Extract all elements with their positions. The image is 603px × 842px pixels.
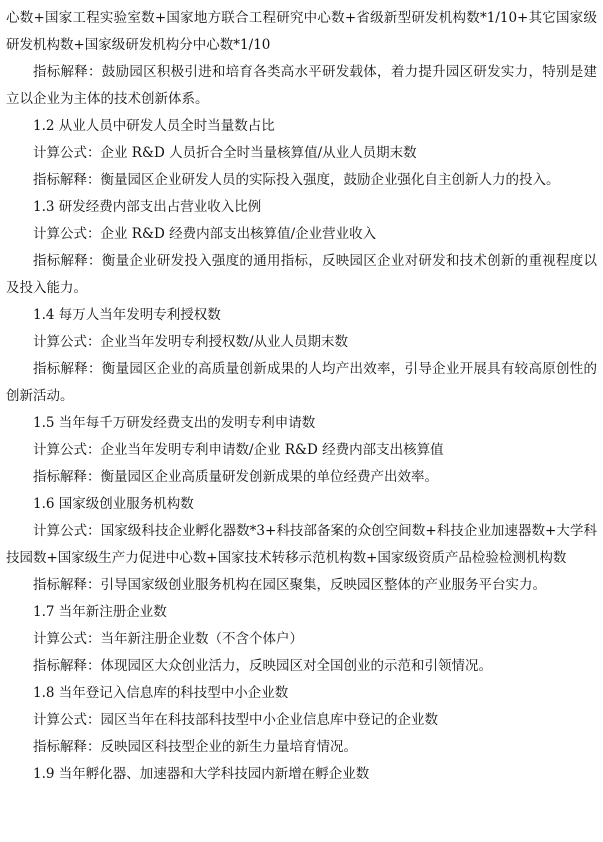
section-1-3 xyxy=(6,194,597,302)
section-heading: 1.3 研发经费内部支出占营业收入比例 xyxy=(33,199,262,215)
section-explanation: 指标解释：反映园区科技型企业的新生力量培育情况。 xyxy=(33,739,357,755)
section-formula: 计算公式：企业当年发明专利授权数/从业人员期末数 xyxy=(33,334,349,350)
section-explanation: 指标解释：体现园区大众创业活力，反映园区对全国创业的示范和引领情况。 xyxy=(33,658,492,674)
section-1-2 xyxy=(6,113,597,194)
section-heading: 1.5 当年每千万研发经费支出的发明专利申请数 xyxy=(33,415,316,431)
section-formula: 计算公式：企业当年发明专利申请数/企业 R&D 经费内部支出核算值 xyxy=(33,442,444,458)
section-explanation: 指标解释：衡量园区企业研发人员的实际投入强度，鼓励企业强化自主创新人力的投入。 xyxy=(33,172,560,188)
section-1-8 xyxy=(6,680,597,761)
section-formula: 计算公式：国家级科技企业孵化器数*3+科技部备案的众创空间数+科技企业加速器数+大学科技园数+国家级生产力促进中心数+国家技术转移示范机构数+国家级资质产品检验检测机构数 xyxy=(6,523,597,566)
section-heading: 1.8 当年登记入信息库的科技型中小企业数 xyxy=(33,685,289,701)
section-1-7 xyxy=(6,599,597,680)
intro-formula-continuation: 心数+国家工程实验室数+国家地方联合工程研究中心数+省级新型研发机构数*1/10+其它国家级研发机构数+国家级研发机构分中心数*1/10 xyxy=(6,10,597,53)
section-formula: 计算公式：园区当年在科技部科技型中小企业信息库中登记的企业数 xyxy=(33,712,438,728)
section-heading: 1.7 当年新注册企业数 xyxy=(33,604,167,620)
section-explanation: 指标解释：衡量园区企业的高质量创新成果的人均产出效率，引导企业开展具有较高原创性的创新活动。 xyxy=(6,361,597,404)
section-1-4 xyxy=(6,302,597,410)
section-formula: 计算公式：当年新注册企业数（不含个体户） xyxy=(33,631,303,647)
section-formula: 计算公式：企业 R&D 人员折合全时当量核算值/从业人员期末数 xyxy=(33,145,417,161)
intro-indicator-explanation: 指标解释：鼓励园区积极引进和培育各类高水平研发载体，着力提升园区研发实力，特别是建立以企业为主体的技术创新体系。 xyxy=(6,64,597,107)
section-heading: 1.6 国家级创业服务机构数 xyxy=(33,496,194,512)
section-1-6 xyxy=(6,491,597,599)
section-1-5 xyxy=(6,410,597,491)
section-explanation: 指标解释：衡量企业研发投入强度的通用指标，反映园区企业对研发和技术创新的重视程度以及投入能力。 xyxy=(6,253,597,296)
section-explanation: 指标解释：衡量园区企业高质量研发创新成果的单位经费产出效率。 xyxy=(33,469,438,485)
section-explanation: 指标解释：引导国家级创业服务机构在园区聚集，反映园区整体的产业服务平台实力。 xyxy=(33,577,546,593)
section-heading: 1.2 从业人员中研发人员全时当量数占比 xyxy=(33,118,275,134)
section-heading-1-9: 1.9 当年孵化器、加速器和大学科技园内新增在孵企业数 xyxy=(33,766,370,782)
section-formula: 计算公式：企业 R&D 经费内部支出核算值/企业营业收入 xyxy=(33,226,377,242)
section-heading: 1.4 每万人当年发明专利授权数 xyxy=(33,307,221,323)
